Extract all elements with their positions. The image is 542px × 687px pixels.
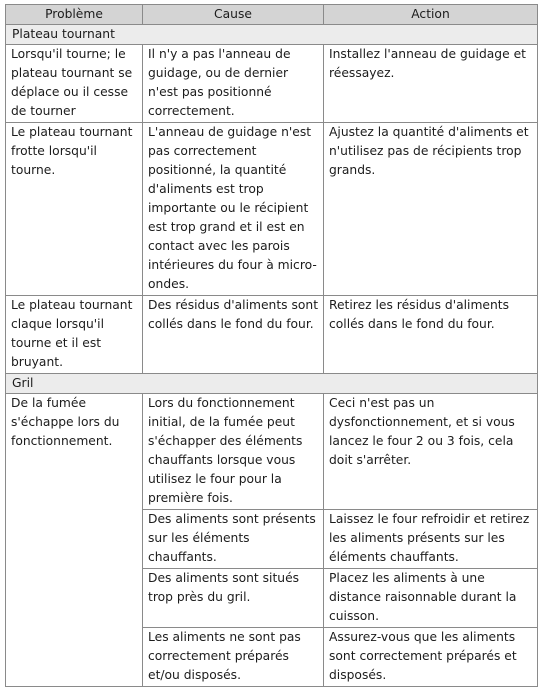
action-cell: Laissez le four refroidir et retirez les aliments présents sur les éléments chauffants.: [324, 510, 538, 569]
table-row: [6, 628, 538, 687]
action-cell: Ceci n'est pas un dysfonctionnement, et si vous lancez le four 2 ou 3 fois, cela doit s'arrêter.: [324, 394, 538, 510]
problem-cell: Le plateau tournant frotte lorsqu'il tourne.: [6, 123, 143, 296]
cause-cell: Des aliments sont présents sur les éléments chauffants.: [143, 510, 324, 569]
action-cell: Retirez les résidus d'aliments collés dans le fond du four.: [324, 296, 538, 374]
problem-cell-continued: [6, 569, 143, 628]
header-problem: Problème: [6, 5, 143, 25]
cause-cell: Des résidus d'aliments sont collés dans le fond du four.: [143, 296, 324, 374]
cause-cell: Les aliments ne sont pas correctement préparés et/ou disposés.: [143, 628, 324, 687]
problem-cell-continued: [6, 628, 143, 687]
cause-cell: Il n'y a pas l'anneau de guidage, ou de dernier n'est pas positionné correctement.: [143, 45, 324, 123]
table-row: [6, 296, 538, 374]
cause-cell: L'anneau de guidage n'est pas correctement positionné, la quantité d'aliments est trop importante ou le récipient est trop grand et il est en contact avec les parois intérieures du four à micro-ondes.: [143, 123, 324, 296]
action-cell: Assurez-vous que les aliments sont correctement préparés et disposés.: [324, 628, 538, 687]
action-cell: Ajustez la quantité d'aliments et n'utilisez pas de récipients trop grands.: [324, 123, 538, 296]
header-action: Action: [324, 5, 538, 25]
table-row: [6, 394, 538, 510]
troubleshooting-table: [5, 4, 538, 687]
cause-cell: Des aliments sont situés trop près du gril.: [143, 569, 324, 628]
problem-cell: Lorsqu'il tourne; le plateau tournant se déplace ou il cesse de tourner: [6, 45, 143, 123]
problem-cell: Le plateau tournant claque lorsqu'il tourne et il est bruyant.: [6, 296, 143, 374]
action-cell: Placez les aliments à une distance raisonnable durant la cuisson.: [324, 569, 538, 628]
table-row: [6, 123, 538, 296]
problem-cell: De la fumée s'échappe lors du fonctionnement.: [6, 394, 143, 510]
section-row-gril: [6, 374, 538, 394]
header-cause: Cause: [143, 5, 324, 25]
table-row: [6, 510, 538, 569]
action-cell: Installez l'anneau de guidage et réessayez.: [324, 45, 538, 123]
table-row: [6, 45, 538, 123]
cause-cell: Lors du fonctionnement initial, de la fumée peut s'échapper des éléments chauffants lorsque vous utilisez le four pour la première fois.: [143, 394, 324, 510]
section-title-plateau: Plateau tournant: [6, 25, 538, 45]
section-title-gril: Gril: [6, 374, 538, 394]
section-row-plateau: [6, 25, 538, 45]
problem-cell-continued: [6, 510, 143, 569]
table-row: [6, 569, 538, 628]
header-row: [6, 5, 538, 25]
